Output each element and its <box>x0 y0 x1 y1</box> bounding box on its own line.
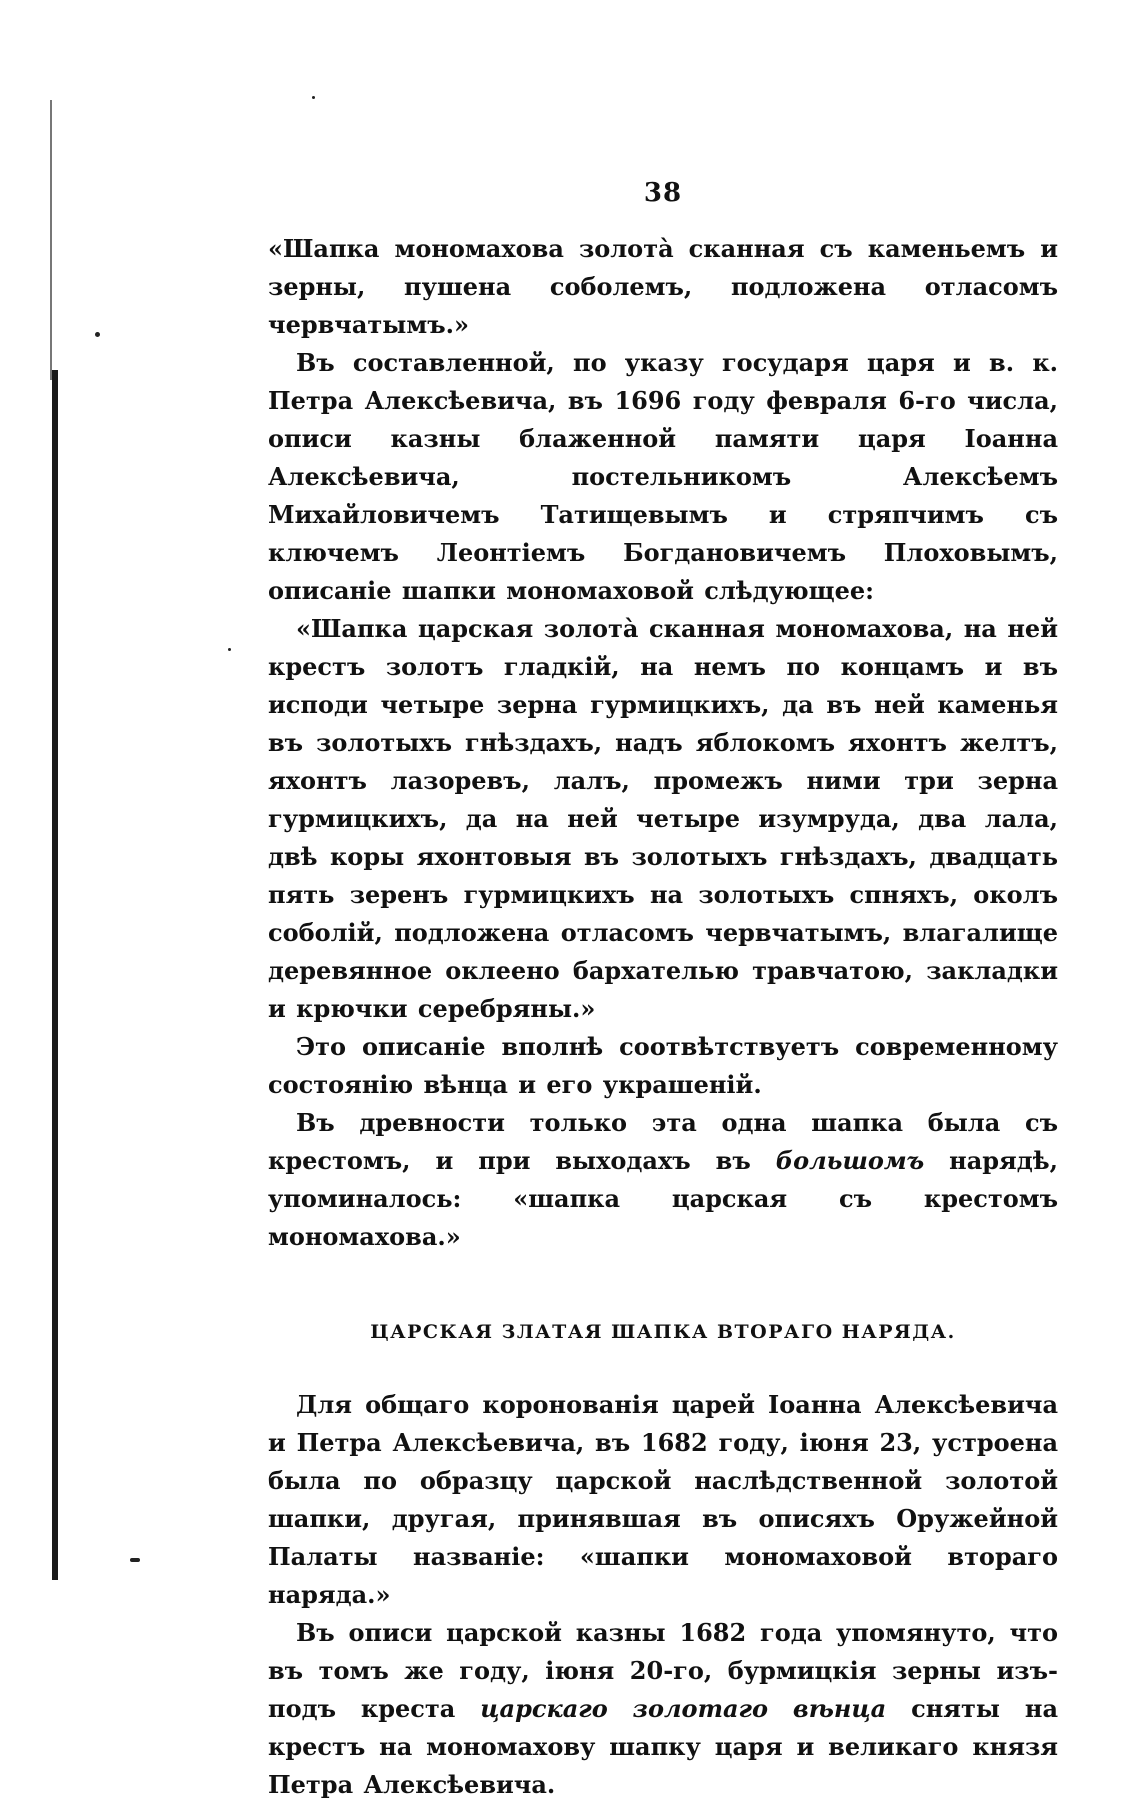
speck <box>228 648 231 651</box>
text-run: сняты на крестъ на мономахову шапку царя и великаго князя Петра Алексѣевича. <box>268 1694 1059 1799</box>
speck <box>95 332 100 337</box>
binding-edge <box>52 370 58 1580</box>
page-number: 38 <box>643 178 683 208</box>
text-run: Въ древности только эта одна шапка была съ крестомъ, и при выходахъ въ <box>268 1108 1058 1175</box>
paragraph-antiquity <box>268 1104 1058 1256</box>
speck <box>130 1558 140 1562</box>
italic-text-run: большомъ <box>775 1146 925 1175</box>
quote-paragraph-1: «Шапка мономахова золотà сканная съ каменьемъ и зерны, пушена соболемъ, подложена отласомъ червчатымъ.» <box>268 234 1058 339</box>
paragraph-condition: Это описаніе вполнѣ соотвѣтствуетъ современному состоянію вѣнца и его украшеній. <box>268 1032 1058 1099</box>
text-run: нарядѣ, упоминалось: «шапка царская съ крестомъ мономахова.» <box>268 1146 1058 1251</box>
paragraph-coronation: Для общаго коронованія царей Іоанна Алексѣевича и Петра Алексѣевича, въ 1682 году, іюня 23, устроена была по образцу царской наслѣдственной золотой шапки, другая, принявшая въ описяхъ Оружейной Палаты названіе: «шапки мономаховой втораго наряда.» <box>268 1390 1058 1609</box>
book-page <box>268 178 1058 1804</box>
paragraph-treasury-1682 <box>268 1614 1058 1804</box>
speck <box>312 96 315 99</box>
binding-edge-faint <box>50 100 52 380</box>
italic-text-run: царскаго золотаго вѣнца <box>480 1694 887 1723</box>
paragraph-inventory-1696: Въ составленной, по указу государя царя и в. к. Петра Алексѣевича, въ 1696 году февраля 6-го числа, описи казны блаженной памяти царя Іоанна Алексѣевича, постельникомъ Алексѣемъ Михайловичемъ Татищевымъ и стряпчимъ съ ключемъ Леонтіемъ Богдановичемъ Плоховымъ, описаніе шапки мономаховой слѣдующее: <box>268 348 1058 605</box>
section-heading: ЦАРСКАЯ ЗЛАТАЯ ШАПКА ВТОРАГО НАРЯДА. <box>370 1321 956 1343</box>
quote-paragraph-description: «Шапка царская золотà сканная мономахова, на ней крестъ золотъ гладкій, на немъ по концамъ и въ исподи четыре зерна гурмицкихъ, да въ ней каменья въ золотыхъ гнѣздахъ, надъ яблокомъ яхонтъ желтъ, яхонтъ лазоревъ, лалъ, промежъ ними три зерна гурмицкихъ, да на ней четыре изумруда, два лала, двѣ коры яхонтовыя въ золотыхъ гнѣздахъ, двадцать пять зеренъ гурмицкихъ на золотыхъ спняхъ, околъ соболій, подложена отласомъ червчатымъ, влагалище деревянное оклеено бархателью травчатою, закладки и крючки серебряны.» <box>268 614 1058 1023</box>
text-run: Въ описи царской казны 1682 года упомянуто, что въ томъ же году, іюня 20-го, бурмицкія зерны изъ-подъ креста <box>268 1618 1058 1723</box>
